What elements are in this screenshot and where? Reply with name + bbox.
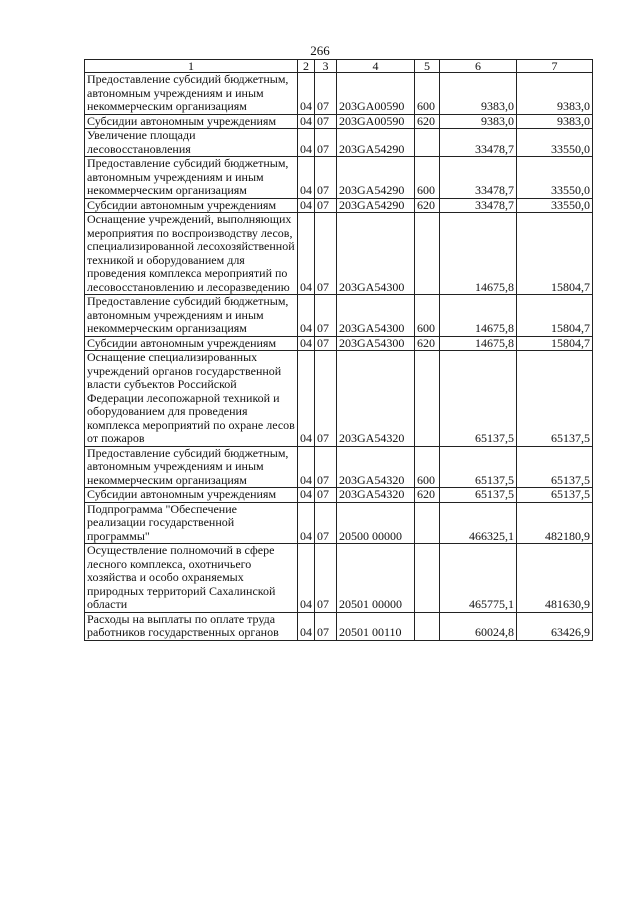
row-value-6: 65137,5 xyxy=(440,488,517,503)
row-target-code: 203GA54300 xyxy=(337,295,415,337)
row-subsection: 07 xyxy=(315,157,337,199)
row-expense-type: 620 xyxy=(415,198,440,213)
table-row xyxy=(85,213,593,295)
table-row xyxy=(85,612,593,640)
row-value-6: 65137,5 xyxy=(440,446,517,488)
row-name: Предоставление субсидий бюджетным, автономным учреждениям и иным некоммерческим организациям xyxy=(85,295,298,337)
row-value-7: 65137,5 xyxy=(517,351,593,447)
table-row xyxy=(85,114,593,129)
row-target-code: 20501 00000 xyxy=(337,544,415,613)
row-name: Субсидии автономным учреждениям xyxy=(85,336,298,351)
row-value-7: 15804,7 xyxy=(517,213,593,295)
row-section: 04 xyxy=(298,129,315,157)
row-target-code: 20501 00110 xyxy=(337,612,415,640)
row-expense-type: 600 xyxy=(415,157,440,199)
row-value-6: 9383,0 xyxy=(440,114,517,129)
row-subsection: 07 xyxy=(315,612,337,640)
row-subsection: 07 xyxy=(315,213,337,295)
budget-table xyxy=(84,59,593,641)
table-row xyxy=(85,198,593,213)
row-value-7: 15804,7 xyxy=(517,295,593,337)
row-target-code: 203GA00590 xyxy=(337,114,415,129)
row-section: 04 xyxy=(298,502,315,544)
row-name: Предоставление субсидий бюджетным, автономным учреждениям и иным некоммерческим организациям xyxy=(85,73,298,115)
table-row xyxy=(85,351,593,447)
row-target-code: 203GA54300 xyxy=(337,213,415,295)
row-expense-type xyxy=(415,129,440,157)
row-section: 04 xyxy=(298,73,315,115)
row-section: 04 xyxy=(298,295,315,337)
row-value-7: 481630,9 xyxy=(517,544,593,613)
header-cell: 1 xyxy=(85,60,298,73)
row-subsection: 07 xyxy=(315,129,337,157)
row-section: 04 xyxy=(298,114,315,129)
table-row xyxy=(85,446,593,488)
row-expense-type: 620 xyxy=(415,488,440,503)
row-subsection: 07 xyxy=(315,446,337,488)
row-value-6: 14675,8 xyxy=(440,213,517,295)
row-target-code: 203GA54290 xyxy=(337,129,415,157)
row-section: 04 xyxy=(298,198,315,213)
header-cell: 2 xyxy=(298,60,315,73)
row-value-6: 466325,1 xyxy=(440,502,517,544)
row-expense-type: 600 xyxy=(415,446,440,488)
row-value-6: 9383,0 xyxy=(440,73,517,115)
row-name: Субсидии автономным учреждениям xyxy=(85,488,298,503)
row-subsection: 07 xyxy=(315,114,337,129)
row-subsection: 07 xyxy=(315,502,337,544)
row-target-code: 203GA54320 xyxy=(337,488,415,503)
row-value-6: 465775,1 xyxy=(440,544,517,613)
row-value-7: 15804,7 xyxy=(517,336,593,351)
header-cell: 5 xyxy=(415,60,440,73)
table-row xyxy=(85,488,593,503)
table-row xyxy=(85,502,593,544)
row-value-6: 65137,5 xyxy=(440,351,517,447)
table-row xyxy=(85,336,593,351)
row-section: 04 xyxy=(298,488,315,503)
row-subsection: 07 xyxy=(315,198,337,213)
table-row xyxy=(85,129,593,157)
row-name: Предоставление субсидий бюджетным, автономным учреждениям и иным некоммерческим организациям xyxy=(85,157,298,199)
row-section: 04 xyxy=(298,612,315,640)
row-section: 04 xyxy=(298,351,315,447)
row-name: Расходы на выплаты по оплате труда работников государственных органов xyxy=(85,612,298,640)
row-target-code: 203GA54320 xyxy=(337,351,415,447)
row-value-6: 33478,7 xyxy=(440,157,517,199)
table-row xyxy=(85,295,593,337)
row-value-6: 14675,8 xyxy=(440,336,517,351)
row-value-7: 65137,5 xyxy=(517,446,593,488)
row-target-code: 203GA54300 xyxy=(337,336,415,351)
row-value-7: 33550,0 xyxy=(517,198,593,213)
row-value-7: 65137,5 xyxy=(517,488,593,503)
row-value-6: 33478,7 xyxy=(440,198,517,213)
row-subsection: 07 xyxy=(315,488,337,503)
row-target-code: 203GA54290 xyxy=(337,198,415,213)
row-expense-type xyxy=(415,502,440,544)
row-section: 04 xyxy=(298,336,315,351)
row-value-7: 9383,0 xyxy=(517,114,593,129)
row-name: Оснащение учреждений, выполняющих мероприятия по воспроизводству лесов, специализированной лесохозяйственной техникой и оборудованием для проведения комплекса мероприятий по лесовосстановлению и лесоразведению xyxy=(85,213,298,295)
header-cell: 3 xyxy=(315,60,337,73)
row-target-code: 20500 00000 xyxy=(337,502,415,544)
page-number: 266 xyxy=(310,43,330,58)
row-subsection: 07 xyxy=(315,336,337,351)
row-value-6: 14675,8 xyxy=(440,295,517,337)
row-value-6: 33478,7 xyxy=(440,129,517,157)
row-section: 04 xyxy=(298,544,315,613)
row-section: 04 xyxy=(298,157,315,199)
table-header-row xyxy=(85,60,593,73)
row-expense-type xyxy=(415,544,440,613)
row-name: Субсидии автономным учреждениям xyxy=(85,114,298,129)
row-subsection: 07 xyxy=(315,73,337,115)
row-expense-type: 600 xyxy=(415,295,440,337)
row-target-code: 203GA54290 xyxy=(337,157,415,199)
row-name: Подпрограмма "Обеспечение реализации государственной программы" xyxy=(85,502,298,544)
row-name: Предоставление субсидий бюджетным, автономным учреждениям и иным некоммерческим организациям xyxy=(85,446,298,488)
table-row xyxy=(85,544,593,613)
row-subsection: 07 xyxy=(315,351,337,447)
row-subsection: 07 xyxy=(315,544,337,613)
table-row xyxy=(85,157,593,199)
table-row xyxy=(85,73,593,115)
row-expense-type xyxy=(415,351,440,447)
row-expense-type: 620 xyxy=(415,336,440,351)
header-cell: 6 xyxy=(440,60,517,73)
row-expense-type: 600 xyxy=(415,73,440,115)
header-cell: 7 xyxy=(517,60,593,73)
row-name: Субсидии автономным учреждениям xyxy=(85,198,298,213)
row-section: 04 xyxy=(298,213,315,295)
row-value-7: 33550,0 xyxy=(517,129,593,157)
row-value-6: 60024,8 xyxy=(440,612,517,640)
row-section: 04 xyxy=(298,446,315,488)
row-target-code: 203GA00590 xyxy=(337,73,415,115)
row-value-7: 9383,0 xyxy=(517,73,593,115)
header-cell: 4 xyxy=(337,60,415,73)
row-expense-type xyxy=(415,612,440,640)
row-expense-type: 620 xyxy=(415,114,440,129)
row-name: Оснащение специализированных учреждений органов государственной власти субъектов Российской Федерации лесопожарной техникой и оборудованием для проведения комплекса мероприятий по охране лесов от пожаров xyxy=(85,351,298,447)
row-name: Увеличение площади лесовосстановления xyxy=(85,129,298,157)
row-expense-type xyxy=(415,213,440,295)
row-name: Осуществление полномочий в сфере лесного комплекса, охотничьего хозяйства и особо охраняемых природных территорий Сахалинской области xyxy=(85,544,298,613)
row-target-code: 203GA54320 xyxy=(337,446,415,488)
row-value-7: 63426,9 xyxy=(517,612,593,640)
row-subsection: 07 xyxy=(315,295,337,337)
row-value-7: 33550,0 xyxy=(517,157,593,199)
row-value-7: 482180,9 xyxy=(517,502,593,544)
